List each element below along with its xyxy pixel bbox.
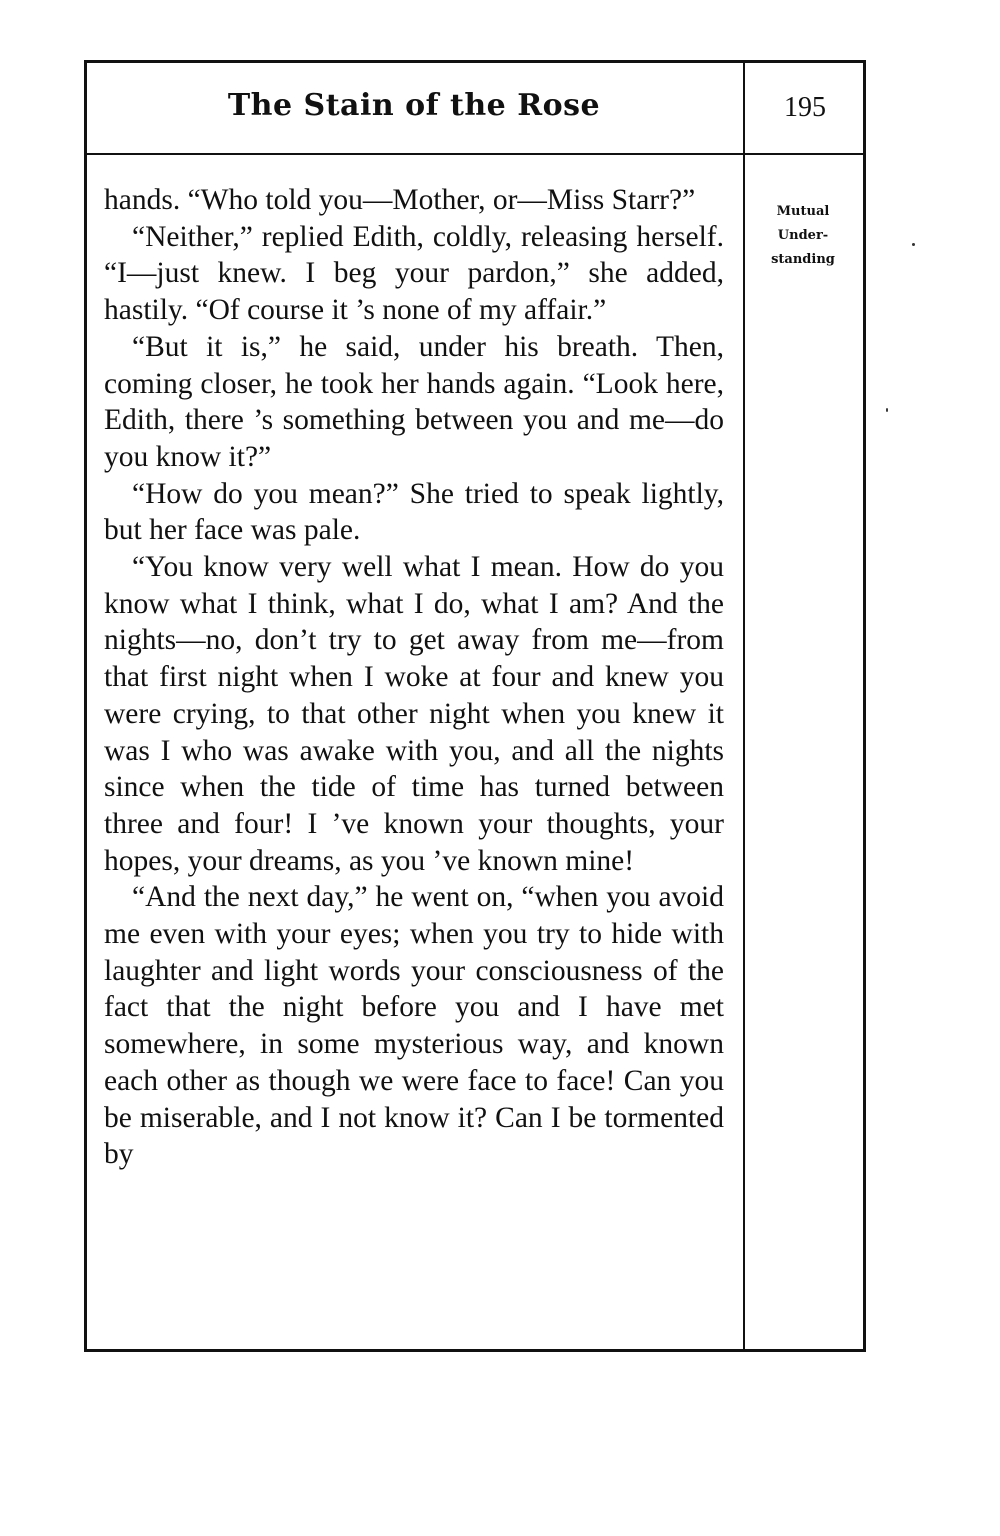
paragraph: hands. “Who told you—Mother, or—Miss Starr?”: [104, 184, 696, 216]
sidenote-line: Mutual: [776, 204, 830, 219]
sidenote-line: Under-: [777, 228, 829, 243]
body-text: [104, 182, 724, 1173]
paragraph: “But it is,” he said, under his breath. Then, coming closer, he took her hands again. “Look here, Edith, there ’s something between you and me—do you know it?”: [104, 330, 724, 473]
running-title: The Stain of the Rose: [227, 88, 601, 123]
sidenote-line: standing: [771, 252, 835, 267]
paragraph: “And the next day,” he went on, “when you avoid me even with your eyes; when you try to hide with laughter and light words your consciousness of the fact that the night before you and I have met somewhere, in some mysterious way, and known each other as though we were face to face! Can you be miserable, and I not know it? Can I be tormented by: [104, 881, 724, 1171]
print-speck: [886, 408, 888, 412]
print-speck: [912, 243, 915, 246]
margin-sidenote: [758, 200, 848, 272]
paragraph: “How do you mean?” She tried to speak lightly, but her face was pale.: [104, 477, 724, 547]
page-number: 195: [784, 92, 826, 123]
header-rule: [84, 153, 866, 155]
margin-column-divider: [743, 60, 745, 1352]
paragraph: “You know very well what I mean. How do you know what I think, what I do, what I am? And the nights—no, don’t try to get away from me—from that first night when I woke at four and knew you were crying, to that other night when you knew it was I who was awake with you, and all the nights since when the tide of time has turned between three and four! I ’ve known your thoughts, your hopes, your dreams, as you ’ve known mine!: [104, 551, 724, 877]
paragraph: “Neither,” replied Edith, coldly, releasing herself. “I—just knew. I beg your pardon,” she added, hastily. “Of course it ’s none of my affair.”: [104, 220, 724, 327]
